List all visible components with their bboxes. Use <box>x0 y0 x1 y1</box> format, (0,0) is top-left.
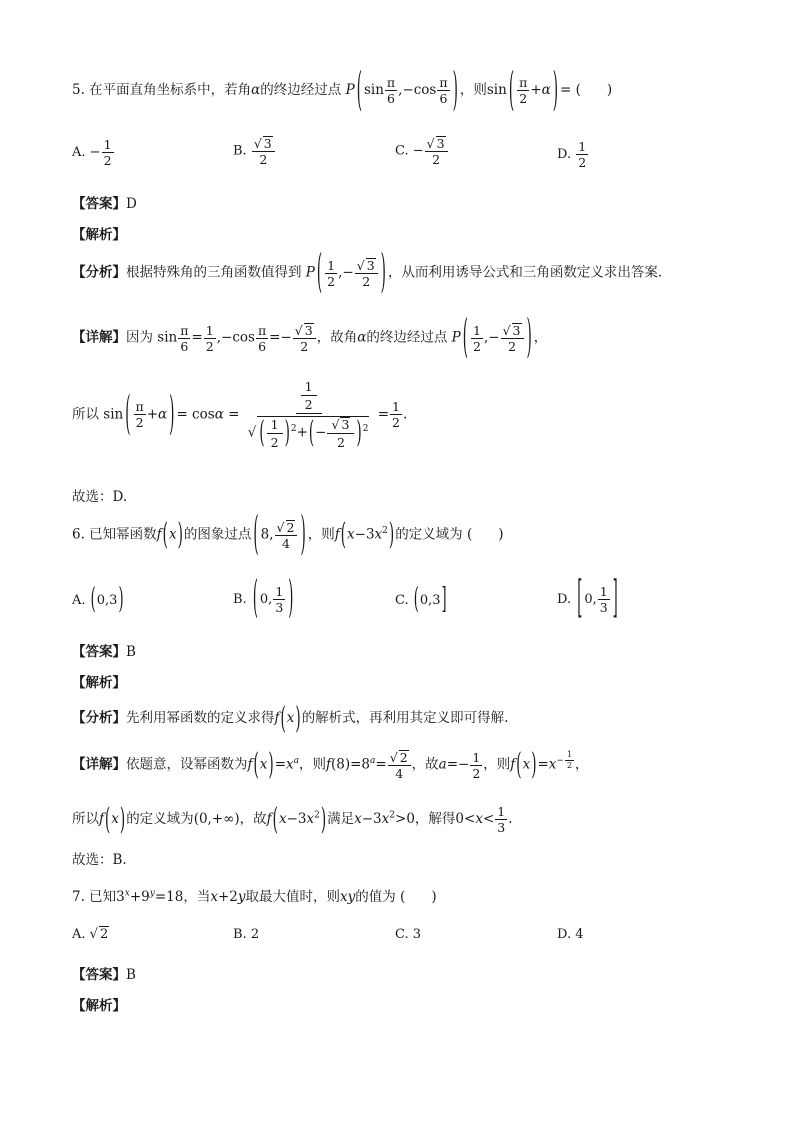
q5-option-c[interactable]: C. − $\frac{√ 3}{2}$ <box>395 136 449 166</box>
q6-option-c[interactable]: C. (0,3] <box>395 584 447 617</box>
q5-option-a[interactable]: A. − $\frac{1}{2}$ <box>72 137 112 169</box>
q6-option-a[interactable]: A. (0,3) <box>72 584 124 617</box>
q7-option-a[interactable]: A. √ 2 <box>72 927 109 942</box>
q7-answer: 【答案】B <box>72 967 136 983</box>
q6-answer: 【答案】B <box>72 644 136 660</box>
q6-option-b[interactable]: B. ( 0, $\frac{1}{3}$ ) <box>233 574 294 626</box>
q5-xiangjie: 【详解】因为 sin $\frac{\pi}{6}$ = $\frac{1}{2}$ ,−cos $\frac{\pi}{6}$ =− $\frac{√ 3}{2}$ ，故角α的终边经过点 P ( $\frac{1}{2}$ ,− $\frac{√ 3}{2}$ ) ， <box>72 310 548 366</box>
q6-guxuan: 故选：B. <box>72 852 127 868</box>
q6-option-d[interactable]: D. [ 0, $\frac{1}{3}$ ] <box>557 574 618 626</box>
q7-stem: 7. 已知$3^x+9^y=18$，当x+2y取最大值时，则xy的值为 ( ) <box>72 888 437 905</box>
q5-suoyi: 所以 sin ( $\frac{\pi}{2}$ +α ) = cosα = $\frac{1}{2}$ √ ( $\frac{1}{2}$ )$^2$+(− $\frac{√ 3}{2}$ )$^2$ = $\frac{1}{2}$ . <box>72 379 408 451</box>
q6-xiangjie: 【详解】依题意，设幂函数为$f(x)=x^a$，则$f(8)=8^a=$ $\frac{√ 2}{4}$ ，故a=− $\frac{1}{2}$ ，则$f(x)=x^{- \frac{1}{2}}$ ， <box>72 747 589 783</box>
q5-option-b[interactable]: B. $\frac{√ 3}{2}$ <box>233 136 276 166</box>
q7-option-d[interactable]: D. 4 <box>557 927 584 942</box>
q7-option-c[interactable]: C. 3 <box>395 927 422 942</box>
q5-option-d[interactable]: D. $\frac{1}{2}$ <box>557 139 587 171</box>
q6-analysis-label: 【解析】 <box>72 675 126 691</box>
q5-answer: 【答案】D <box>72 196 137 212</box>
q7-analysis-label: 【解析】 <box>72 998 126 1014</box>
q5-guxuan: 故选：D. <box>72 489 128 505</box>
q5-analysis-label: 【解析】 <box>72 227 126 243</box>
q6-fenxi: 【分析】先利用幂函数的定义求得f(x)的解析式，再利用其定义即可得解. <box>72 700 509 737</box>
q6-stem: 6. 已知幂函数f(x)的图象过点 ( 8, $\frac{√ 2}{4}$ ) ，则$f(x-3x^2)$的定义域为 ( ) <box>72 507 504 563</box>
q5-stem: 5. 在平面直角坐标系中，若角α的终边经过点 P ( sin $\frac{\pi}{6}$ ,−cos $\frac{\pi}{6}$ ) ，则sin ( $\frac{\pi}{2}$ +α ) = ( ) <box>72 63 613 118</box>
q6-suoyi: 所以f(x)的定义域为(0,+∞)，故$f(x-3x^2)$满足$x-3x^2>0$，解得0<x< $\frac{1}{3}$ . <box>72 802 513 838</box>
q7-option-b[interactable]: B. 2 <box>233 927 260 942</box>
q5-fenxi: 【分析】根据特殊角的三角函数值得到 P ( $\frac{1}{2}$ ,− $\frac{√ 3}{2}$ ) ，从而利用诱导公式和三角函数定义求出答案. <box>72 245 663 301</box>
